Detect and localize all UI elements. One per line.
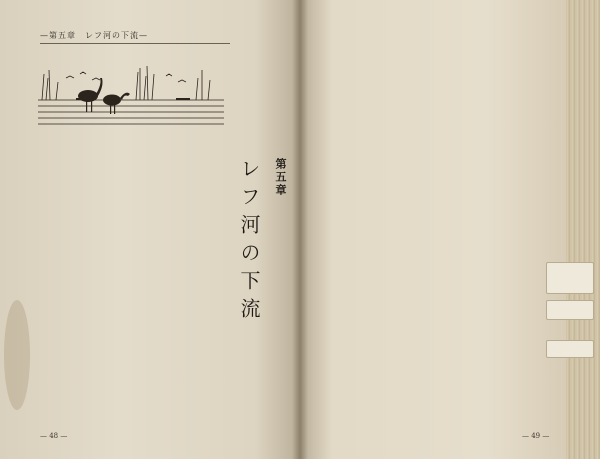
book-gutter	[292, 0, 308, 459]
page-number: — 48 —	[40, 432, 68, 440]
book-fore-edge	[566, 0, 600, 459]
page-stain	[4, 300, 30, 410]
page-tab	[546, 262, 594, 294]
page-number: — 49 —	[522, 432, 550, 440]
page-tab	[546, 300, 594, 320]
right-page	[300, 0, 566, 459]
left-footnote-text	[128, 232, 200, 302]
chapter-number: 第五章	[274, 158, 287, 197]
chapter-heading	[204, 150, 294, 410]
right-body-text	[318, 28, 554, 258]
right-body-text-lower	[318, 280, 554, 430]
page-tab	[546, 340, 594, 358]
cranes-illustration	[36, 60, 226, 130]
running-head: —第五章 レフ河の下流—	[40, 30, 230, 44]
chapter-title: レフ河の下流	[237, 158, 261, 326]
